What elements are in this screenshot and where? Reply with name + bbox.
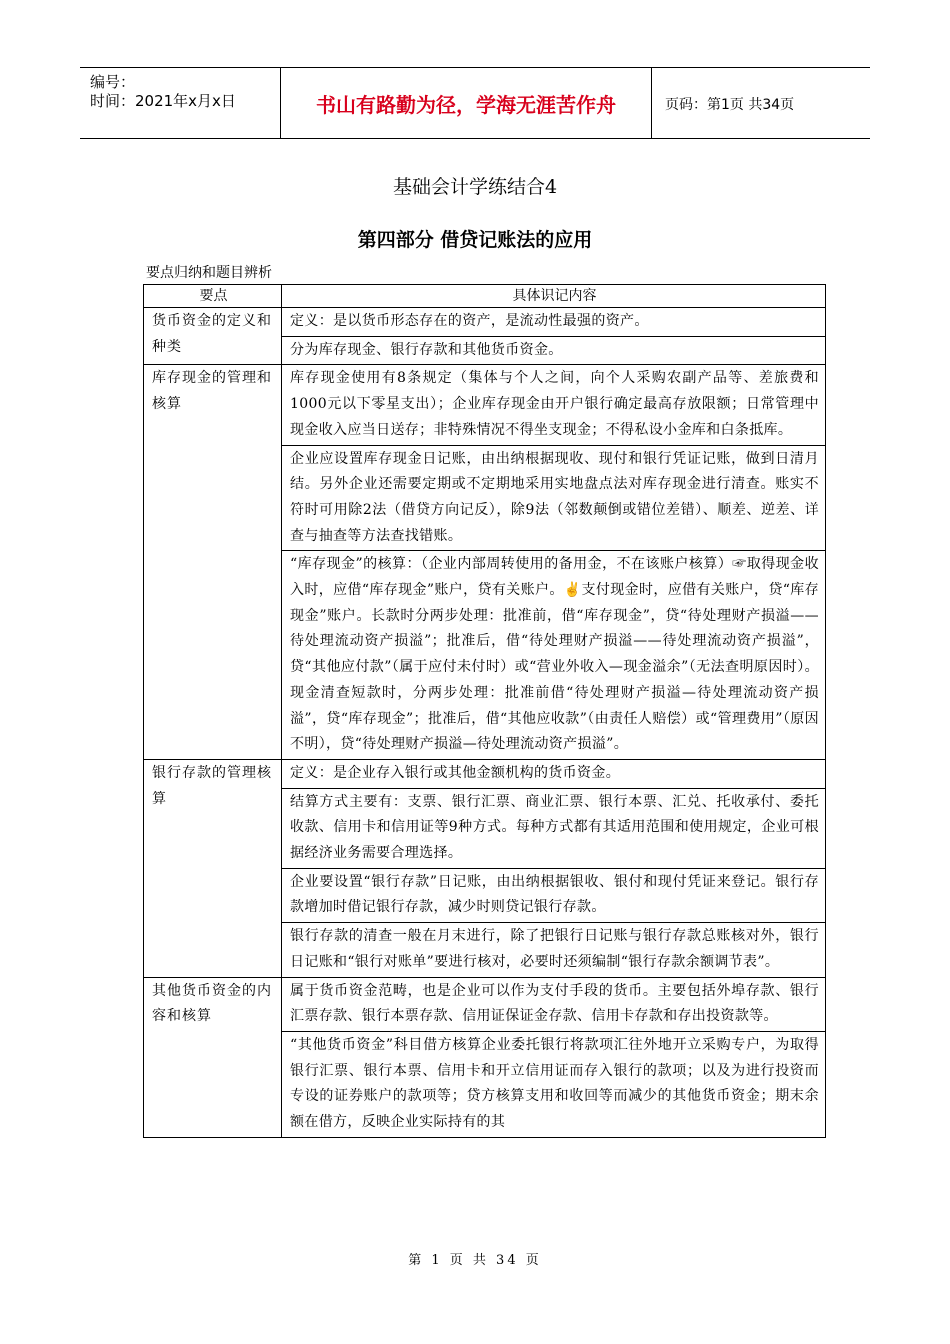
row-content: 属于货币资金范畴，也是企业可以作为支付手段的货币。主要包括外埠存款、银行汇票存款、银行本票存款、信用证保证金存款、信用卡存款和存出投资款等。 <box>282 977 826 1031</box>
header-page-info: 页码：第1页 共34页 <box>665 97 795 113</box>
page-footer: 第 1 页 共 34 页 <box>408 1253 542 1268</box>
table-row <box>144 365 826 445</box>
table-row <box>144 977 826 1031</box>
header-content: 具体识记内容 <box>282 285 826 308</box>
row-content: 企业应设置库存现金日记账，由出纳根据现收、现付和银行凭证记账，做到日清月结。另外企业还需要定期或不定期地采用实地盘点法对库存现金进行清查。账实不符时可用除2法（借贷方向记反），除9法（邻数颠倒或错位差错）、顺差、逆差、详查与抽查等方法查找错账。 <box>282 445 826 551</box>
row-point: 银行存款的管理核算 <box>144 759 282 977</box>
page-header <box>80 67 870 139</box>
header-motto: 书山有路勤为径，学海无涯苦作舟 <box>280 68 652 138</box>
row-content: 库存现金使用有8条规定（集体与个人之间，向个人采购农副产品等、差旅费和1000元以下零星支出）；企业库存现金由开户银行确定最高存放限额；日常管理中现金收入应当日送存；非特殊情况不得坐支现金；不得私设小金库和白条抵库。 <box>282 365 826 445</box>
summary-table <box>143 284 826 1138</box>
section-subtitle: 要点归纳和题目辨析 <box>146 265 272 281</box>
row-content: “库存现金”的核算：（企业内部周转使用的备用金，不在该账户核算）☞取得现金收入时，应借“库存现金”账户，贷有关账户。✌支付现金时，应借有关账户，贷“库存现金”账户。长款时分两步处理：批准前，借“库存现金”，贷“待处理财产损溢——待处理流动资产损溢”；批准后，借“待处理财产损溢——待处理流动资产损溢”，贷“其他应付款”（属于应付未付时）或“营业外收入—现金溢余”（无法查明原因时）。现金清查短款时，分两步处理：批准前借“待处理财产损溢—待处理流动资产损溢”，贷“库存现金”；批准后，借“其他应收款”（由责任人赔偿）或“管理费用”（原因不明），贷“待处理财产损溢—待处理流动资产损溢”。 <box>282 551 826 760</box>
row-content: 银行存款的清查一般在月末进行，除了把银行日记账与银行存款总账核对外，银行日记账和“银行对账单”要进行核对，必要时还须编制“银行存款余额调节表”。 <box>282 923 826 977</box>
row-point: 其他货币资金的内容和核算 <box>144 977 282 1137</box>
row-content: 结算方式主要有：支票、银行汇票、商业汇票、银行本票、汇兑、托收承付、委托收款、信用卡和信用证等9种方式。每种方式都有其适用范围和使用规定，企业可根据经济业务需要合理选择。 <box>282 788 826 868</box>
row-content: 定义：是企业存入银行或其他金额机构的货币资金。 <box>282 759 826 788</box>
part-title: 第四部分 借贷记账法的应用 <box>357 229 593 251</box>
table-row <box>144 308 826 337</box>
row-content: 分为库存现金、银行存款和其他货币资金。 <box>282 336 826 365</box>
row-point: 库存现金的管理和核算 <box>144 365 282 760</box>
doc-time-label: 时间：2021年x月x日 <box>90 92 236 110</box>
table-row <box>144 759 826 788</box>
header-meta <box>80 68 280 138</box>
table-header-row <box>144 285 826 308</box>
row-content: 企业要设置“银行存款”日记账，由出纳根据银收、银付和现付凭证来登记。银行存款增加时借记银行存款，减少时则贷记银行存款。 <box>282 868 826 922</box>
row-point: 货币资金的定义和种类 <box>144 308 282 365</box>
doc-title: 基础会计学练结合4 <box>392 176 558 198</box>
header-point: 要点 <box>144 285 282 308</box>
row-content: 定义：是以货币形态存在的资产，是流动性最强的资产。 <box>282 308 826 337</box>
doc-number-label: 编号： <box>90 73 136 91</box>
row-content: “其他货币资金”科目借方核算企业委托银行将款项汇往外地开立采购专户，为取得银行汇票、银行本票、信用卡和开立信用证而存入银行的款项；以及为进行投资而专设的证券账户的款项等；贷方核算支用和收回等而减少的其他货币资金；期末余额在借方，反映企业实际持有的其 <box>282 1031 826 1137</box>
